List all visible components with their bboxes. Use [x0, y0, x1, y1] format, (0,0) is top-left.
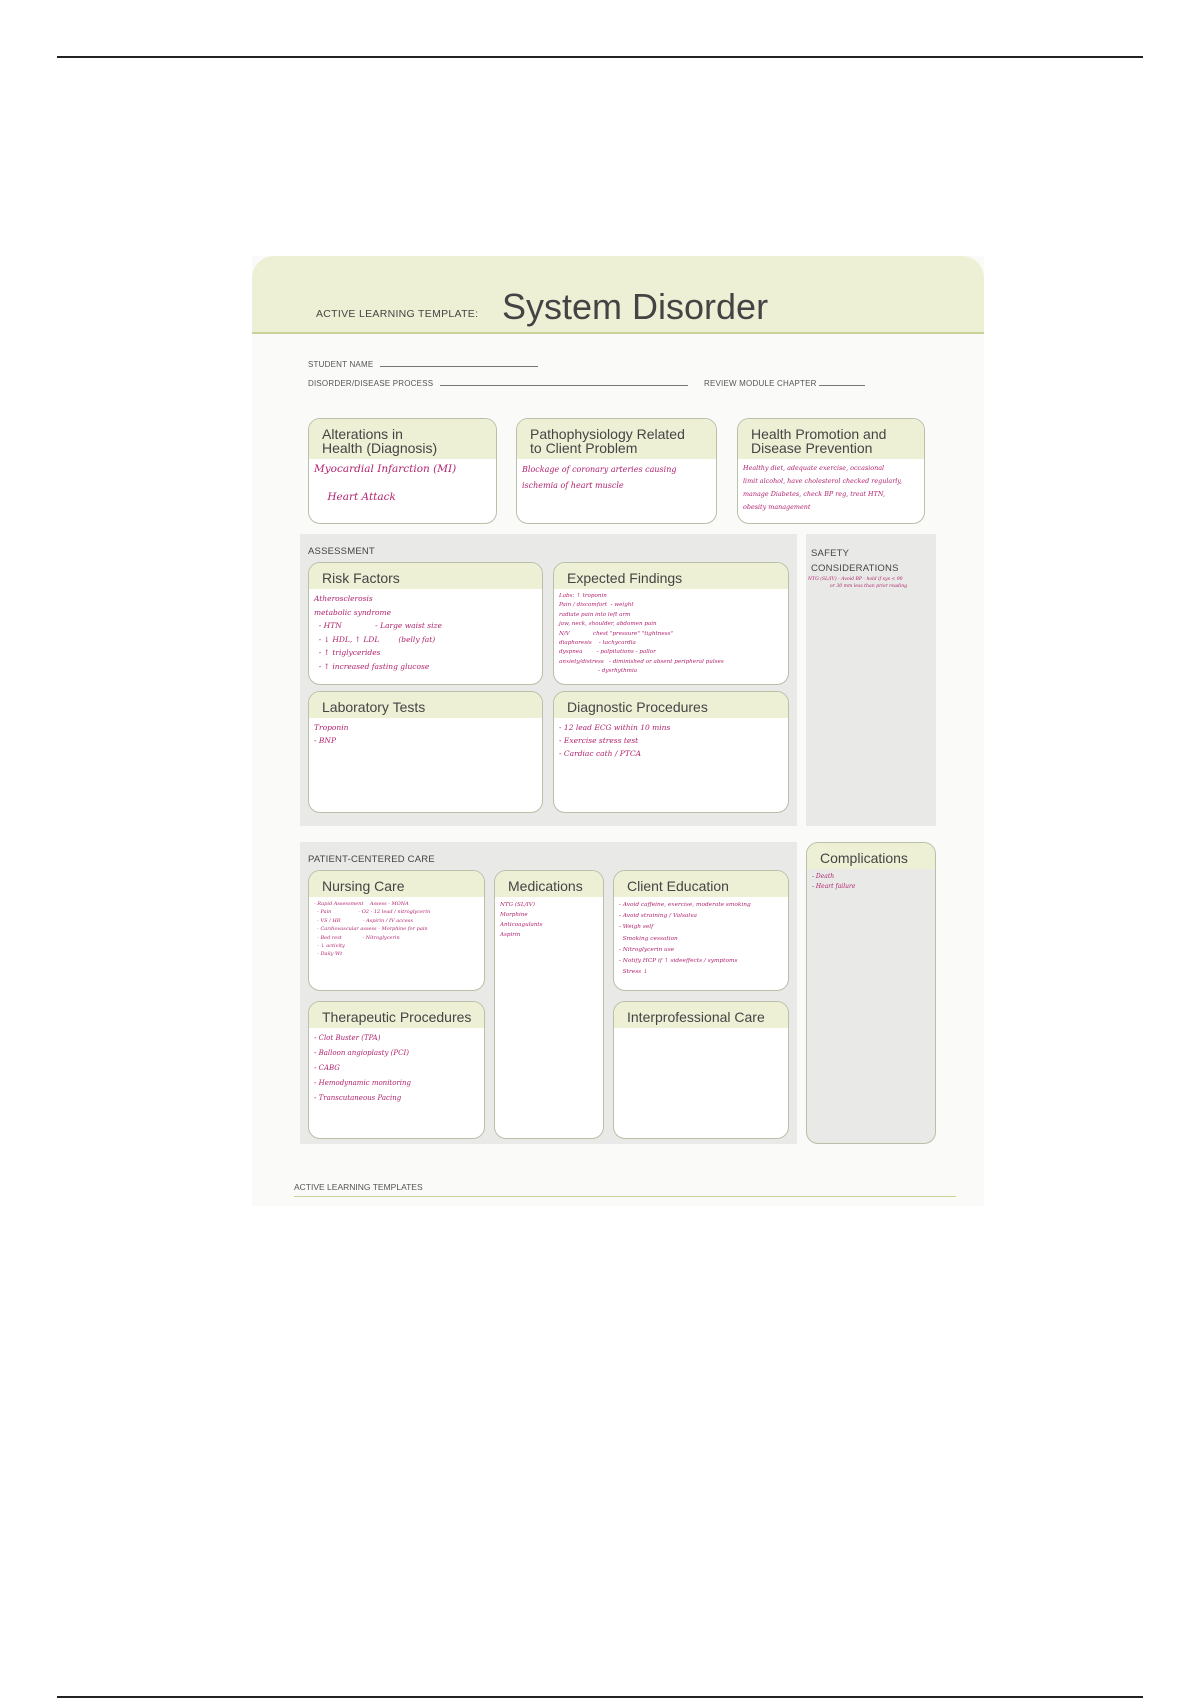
pathophysiology-notes: Blockage of coronary arteries causing ischemia of heart muscle — [522, 465, 677, 490]
expected-findings-notes: Labs: ↑ troponin Pain / discomfort - weight radiate pain into left arm jaw, neck, shoulder, abdomen pain N/V chest "pressure" "tightness" diaphoresis - tachycardia dyspnea - palpitations - pallor anxiety/distress - diminished or absent peripheral pulses - dysrhythmia — [559, 593, 724, 675]
template-sheet — [252, 256, 984, 1206]
student-name-field — [308, 358, 538, 369]
diagnostic-procedures-box — [553, 691, 789, 813]
review-chapter-label: REVIEW MODULE CHAPTER — [704, 379, 817, 388]
review-chapter-field — [704, 377, 865, 388]
nursing-care-box — [308, 870, 485, 991]
patient-centered-panel — [300, 842, 797, 1144]
disorder-field — [308, 377, 688, 388]
pathophysiology-box — [516, 418, 717, 524]
bottom-rule — [57, 1696, 1143, 1698]
therapeutic-procedures-box — [308, 1001, 485, 1139]
top-rule — [57, 56, 1143, 58]
safety-panel — [806, 534, 936, 826]
interprofessional-care-heading: Interprofessional Care — [614, 1002, 788, 1028]
laboratory-tests-heading: Laboratory Tests — [309, 692, 542, 718]
alterations-box — [308, 418, 497, 524]
complications-box — [806, 842, 936, 1144]
template-label: ACTIVE LEARNING TEMPLATE: — [316, 308, 479, 320]
pathophysiology-heading: Pathophysiology Related to Client Problem — [517, 419, 716, 459]
disorder-blank — [440, 377, 688, 386]
footer-label: ACTIVE LEARNING TEMPLATES — [294, 1182, 423, 1192]
client-education-box — [613, 870, 789, 991]
safety-notes: NTG (SL/IV) - Avoid BP - hold if sys < 90 or 30 mm less than prior reading — [808, 577, 908, 589]
medications-notes: NTG (SL/IV) Morphine Anticoagulants Aspirin — [500, 902, 543, 938]
client-education-heading: Client Education — [614, 871, 788, 897]
review-chapter-blank — [819, 377, 865, 386]
laboratory-tests-notes: Troponin - BNP — [314, 723, 349, 745]
disorder-label: DISORDER/DISEASE PROCESS — [308, 379, 434, 388]
risk-factors-notes: Atherosclerosis metabolic syndrome - HTN - Large waist size - ↓ HDL, ↑ LDL (belly fat) - ↑ triglycerides - ↑ increased fasting glucose — [314, 594, 442, 671]
medications-box — [494, 870, 604, 1139]
complications-heading: Complications — [807, 843, 935, 869]
health-promotion-box — [737, 418, 925, 524]
laboratory-tests-box — [308, 691, 543, 813]
complications-notes: - Death - Heart failure — [812, 873, 856, 890]
therapeutic-procedures-heading: Therapeutic Procedures — [309, 1002, 484, 1028]
expected-findings-heading: Expected Findings — [554, 563, 788, 589]
student-name-label: STUDENT NAME — [308, 360, 374, 369]
student-name-blank — [380, 358, 538, 367]
interprofessional-care-box — [613, 1001, 789, 1139]
assessment-panel — [300, 534, 797, 826]
expected-findings-box — [553, 562, 789, 685]
diagnostic-procedures-notes: - 12 lead ECG within 10 mins - Exercise stress test - Cardiac cath / PTCA — [559, 723, 671, 758]
health-promotion-notes: Healthy diet, adequate exercise, occasional limit alcohol, have cholesterol checked regularly, manage Diabetes, check BP reg, treat HTN, obesity management — [743, 464, 903, 511]
medications-heading: Medications — [495, 871, 603, 897]
page-title: System Disorder — [502, 286, 769, 327]
patient-centered-label: PATIENT-CENTERED CARE — [308, 854, 435, 865]
nursing-care-heading: Nursing Care — [309, 871, 484, 897]
diagnostic-procedures-heading: Diagnostic Procedures — [554, 692, 788, 718]
client-education-notes: - Avoid caffeine, exercise, moderate smoking - Avoid straining / Valsalva - Weigh self Smoking cessation - Nitroglycerin use - Notify HCP if ↑ sideeffects / symptoms Stress ↓ — [619, 902, 751, 976]
risk-factors-heading: Risk Factors — [309, 563, 542, 589]
therapeutic-procedures-notes: - Clot Buster (TPA) - Balloon angioplasty (PCI) - CABG - Hemodynamic monitoring - Transcutaneous Pacing — [314, 1034, 412, 1102]
risk-factors-box — [308, 562, 543, 685]
header-band — [252, 256, 984, 334]
alterations-heading: Alterations in Health (Diagnosis) — [309, 419, 496, 459]
health-promotion-heading: Health Promotion and Disease Prevention — [738, 419, 924, 459]
safety-label: SAFETY CONSIDERATIONS — [811, 548, 899, 574]
alterations-notes: Myocardial Infarction (MI) Heart Attack — [314, 463, 457, 503]
footer-rule — [294, 1196, 956, 1197]
assessment-label: ASSESSMENT — [308, 546, 375, 557]
nursing-care-notes: - Rapid Assessment Assess - MONA - Pain - O2 - 12 lead / nitroglycerin - VS / HR - Aspirin / IV access - Cardiovascular assess - Morphine for pain - Bed rest - Nitroglycerin - ↓ activity - Daily Wt — [314, 901, 431, 958]
